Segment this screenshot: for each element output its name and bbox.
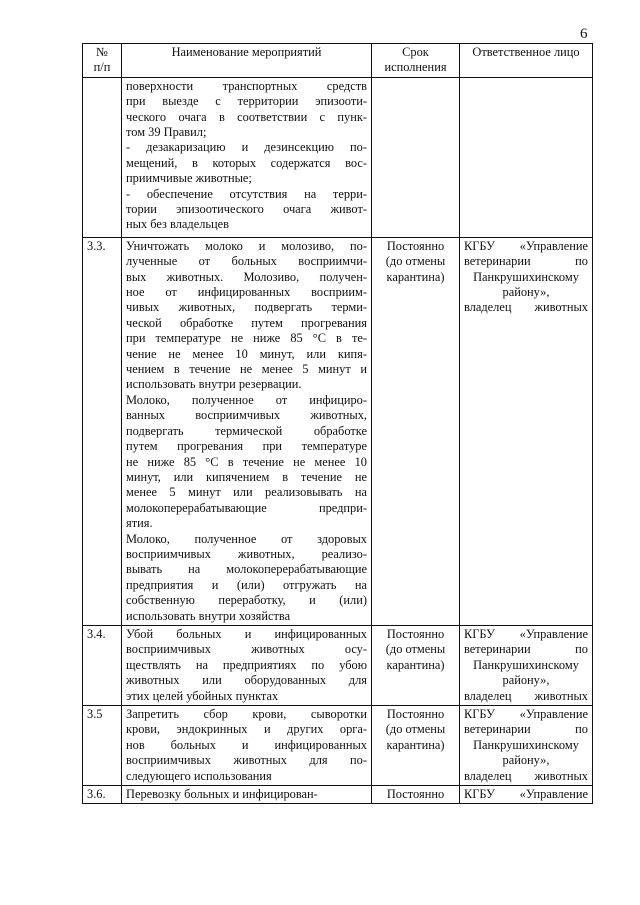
measure-description: [122, 77, 372, 237]
description-line: путем прогревания при температуре: [126, 439, 367, 454]
responsible-person: [460, 625, 593, 705]
description-line: нов больных и инфицированных: [126, 737, 367, 752]
description-line: молокоперерабатывающие предпри-: [126, 500, 367, 515]
responsible-line: владелец животных: [464, 688, 588, 703]
description-line: предприятия и (или) отгружать на: [126, 577, 367, 592]
row-number: [83, 625, 122, 705]
row-number-text: 3.6.: [87, 787, 106, 802]
description-line: ществлять на предприятиях по убою: [126, 657, 367, 672]
description-line: ных без владельцев: [126, 217, 230, 232]
measure-description: [122, 625, 372, 705]
header-number-line1: №: [96, 45, 108, 59]
description-line: чением в течение не менее 5 минут и: [126, 362, 367, 377]
description-line: тории эпизоотического очага живот-: [126, 202, 367, 217]
description-line: Молоко, полученное от здоровых: [126, 531, 367, 546]
description-line: использовать внутри хозяйства: [126, 608, 291, 623]
measure-term: [372, 237, 460, 625]
term-line: карантина): [386, 737, 445, 752]
description-line: использовать внутри резервации.: [126, 377, 302, 392]
table-row: [83, 237, 593, 625]
measure-description: [122, 237, 372, 625]
page-number: 6: [580, 26, 588, 42]
responsible-person: [460, 77, 593, 237]
description-line: животных или оборудованных для: [126, 673, 367, 688]
row-number: [83, 706, 122, 786]
term-line: Постоянно: [386, 707, 445, 721]
term-line: Постоянно: [386, 787, 445, 802]
description-line: Уничтожать молоко и молозиво, по-: [126, 238, 367, 253]
responsible-line: КГБУ «Управление: [464, 626, 588, 641]
description-line: лученные от больных восприимчи-: [126, 254, 367, 269]
term-line: Постоянно: [386, 626, 445, 641]
description-line: следующего использования: [126, 768, 272, 783]
description-line: при выезде с территории эпизооти-: [126, 94, 367, 109]
description-line: Убой больных и инфицированных: [126, 626, 367, 641]
term-line: Постоянно: [386, 238, 445, 253]
description-line: крови, эндокринных и других орга-: [126, 722, 367, 737]
responsible-line: КГБУ «Управление: [464, 707, 588, 721]
header-responsible: [460, 44, 593, 78]
description-line: Перевозку больных и инфицирован-: [126, 787, 318, 802]
term-line: карантина): [386, 657, 445, 672]
description-line: вых животных. Молозиво, получен-: [126, 269, 367, 284]
row-number-text: 3.3.: [87, 238, 106, 253]
description-line: собственную переработку, и (или): [126, 593, 367, 608]
description-line: ятия.: [126, 516, 153, 531]
description-line: ческой обработке путем прогревания: [126, 315, 367, 330]
responsible-line: ветеринарии по: [464, 722, 588, 737]
responsible-person: [460, 237, 593, 625]
row-number: [83, 77, 122, 237]
responsible-line: ветеринарии по: [464, 254, 588, 269]
description-line: минут, или кипячением в течение не: [126, 469, 367, 484]
responsible-line: району»,: [502, 753, 550, 768]
header-term-line2: исполнения: [384, 60, 447, 75]
header-name-text: Наименование мероприятий: [171, 45, 322, 59]
description-line: - дезакаризацию и дезинсекцию по-: [126, 140, 367, 155]
description-line: чивых животных, подвергать терми-: [126, 300, 367, 315]
responsible-line: Панкрушихинскому: [473, 737, 579, 752]
measure-term: [372, 786, 460, 804]
header-name: [122, 44, 372, 78]
table-row: [83, 706, 593, 786]
responsible-line: Панкрушихинскому: [473, 657, 579, 672]
term-line: (до отмены: [385, 642, 446, 657]
measures-table: [82, 43, 593, 804]
responsible-line: КГБУ «Управление: [464, 787, 588, 802]
responsible-line: району»,: [502, 673, 550, 688]
description-line: Молоко, полученное от инфициро-: [126, 392, 367, 407]
responsible-line: Панкрушихинскому: [473, 269, 579, 284]
header-number-line2: п/п: [93, 60, 111, 75]
header-term-line1: Срок: [402, 45, 429, 59]
description-line: ческого очага в соответствии с пунк-: [126, 109, 367, 124]
measure-term: [372, 625, 460, 705]
measure-term: [372, 706, 460, 786]
table-row: [83, 786, 593, 804]
description-line: ное от инфицированных восприим-: [126, 285, 367, 300]
description-line: ванных восприимчивых животных,: [126, 408, 367, 423]
row-number-text: 3.4.: [87, 626, 106, 641]
description-line: восприимчивых животных осу-: [126, 642, 367, 657]
description-line: при температуре не ниже 85 °С в те-: [126, 331, 367, 346]
table-row: [83, 77, 593, 237]
responsible-line: владелец животных: [464, 768, 588, 783]
description-line: не ниже 85 °С в течение не менее 10: [126, 454, 367, 469]
description-line: Запретить сбор крови, сыворотки: [126, 707, 367, 721]
description-line: том 39 Правил;: [126, 125, 207, 140]
term-line: (до отмены: [385, 722, 446, 737]
description-line: приимчивые животные;: [126, 171, 252, 186]
description-line: - обеспечение отсутствия на терри-: [126, 186, 367, 201]
header-term: [372, 44, 460, 78]
row-number-text: 3.5: [87, 707, 103, 721]
description-line: этих целей убойных пунктах: [126, 688, 279, 703]
responsible-line: ветеринарии по: [464, 642, 588, 657]
description-line: поверхности транспортных средств: [126, 78, 367, 93]
responsible-line: владелец животных: [464, 300, 588, 315]
description-line: мещений, в которых содержатся вос-: [126, 155, 367, 170]
description-line: менее 5 минут или реализовывать на: [126, 485, 367, 500]
measure-description: [122, 786, 372, 804]
responsible-person: [460, 706, 593, 786]
description-line: восприимчивых животных для по-: [126, 753, 367, 768]
header-responsible-text: Ответственное лицо: [472, 45, 580, 59]
table-row: [83, 625, 593, 705]
description-line: чение не менее 10 минут, или кипя-: [126, 346, 367, 361]
term-line: карантина): [386, 269, 445, 284]
row-number: [83, 237, 122, 625]
responsible-line: КГБУ «Управление: [464, 238, 588, 253]
term-line: (до отмены: [385, 254, 446, 269]
row-number: [83, 786, 122, 804]
responsible-person: [460, 786, 593, 804]
responsible-line: району»,: [502, 285, 550, 300]
description-line: вывать на молокоперерабатывающие: [126, 562, 367, 577]
header-number: [83, 44, 122, 78]
measure-description: [122, 706, 372, 786]
description-line: восприимчивых животных, реализо-: [126, 546, 367, 561]
description-line: подвергать термической обработке: [126, 423, 367, 438]
table-header-row: [83, 44, 593, 78]
measure-term: [372, 77, 460, 237]
